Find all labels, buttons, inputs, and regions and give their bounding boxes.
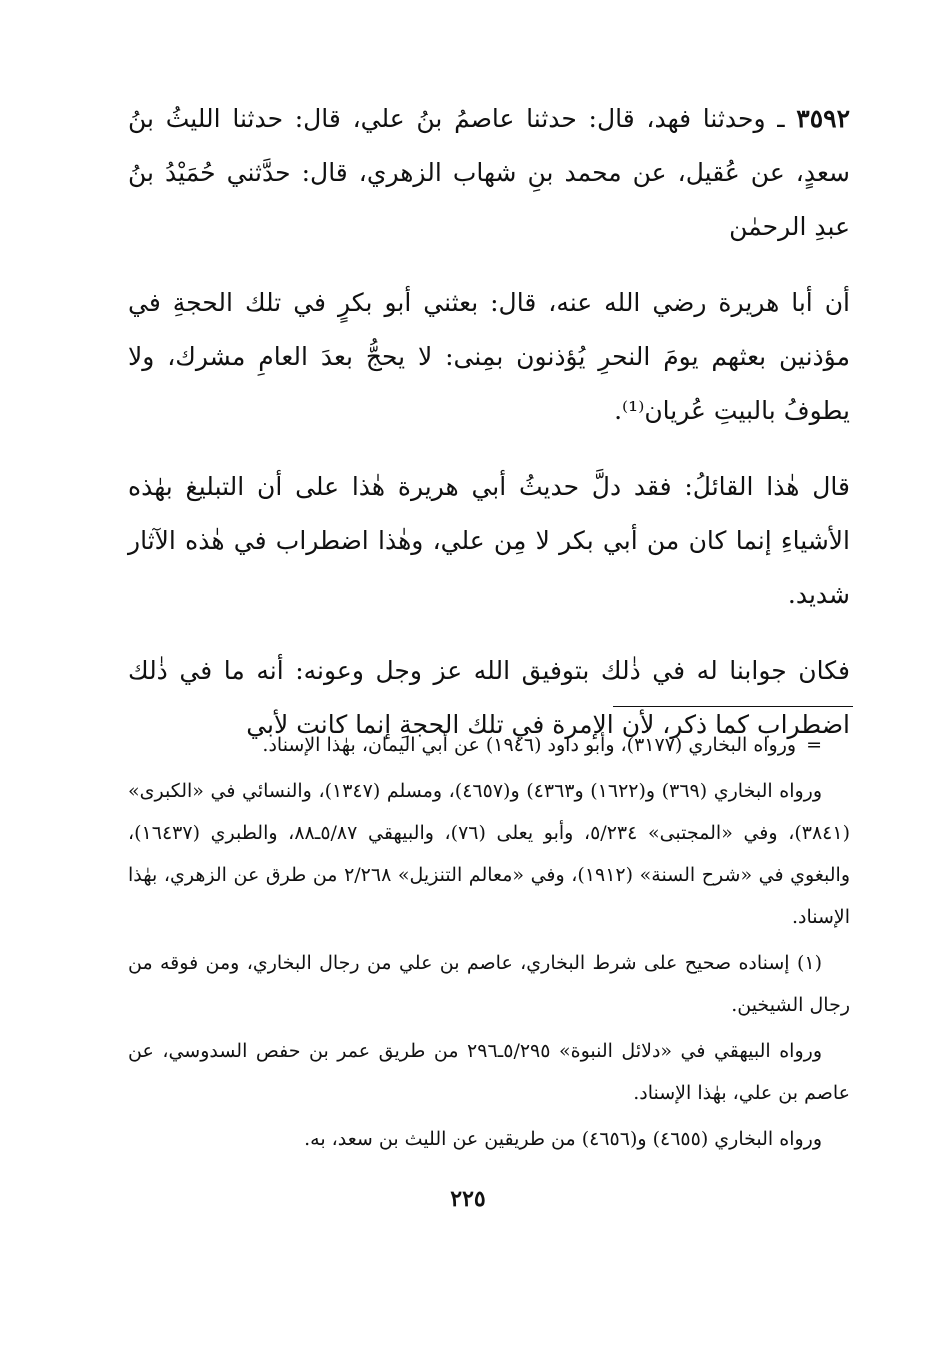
page-number: ٢٢٥ <box>450 1186 486 1212</box>
main-text <box>128 92 850 774</box>
hadith-paragraph <box>128 92 850 254</box>
footnotes <box>128 724 850 1164</box>
footnote-continuation <box>128 724 850 766</box>
footnote-paragraph: ورواه البخاري (٣٦٩) و(١٦٢٢) و٤٣٦٣) و(٤٦٥٧)، ومسلم (١٣٤٧)، والنسائي في «الكبرى» (٣٨٤١)، وفي «المجتبى» ٥/٢٣٤، وأبو يعلى (٧٦)، والبيهقي ٥/٨٧ـ٨٨، والطبري (١٦٤٣٧)، والبغوي في «شرح السنة» (١٩١٢)، وفي «معالم التنزيل» ٢/٢٦٨ من طرق عن الزهري، بهٰذا الإسناد. <box>128 780 850 928</box>
footnote-divider <box>613 706 853 707</box>
hadith-isnad-text: ـ وحدثنا فهد، قال: حدثنا عاصمُ بنُ علي، قال: حدثنا الليثُ بنُ سعدٍ، عن عُقيل، عن محمد بنِ شهاب الزهري، قال: حدَّثني حُمَيْدُ بنُ عبدِ الرحمٰن <box>128 104 850 241</box>
footnote-1: (١) إسناده صحيح على شرط البخاري، عاصم بن علي من رجال البخاري، ومن فوقه من رجال الشيخين. <box>128 952 850 1016</box>
footnote-text: ورواه البخاري (٣١٧٧)، وأبو داود (١٩٤٦) عن أبي اليمان، بهٰذا الإسناد. <box>262 734 797 756</box>
footnote-paragraph: ورواه البيهقي في «دلائل النبوة» ٥/٢٩٥ـ٢٩٦ من طريق عمر بن حفص السدوسي، عن عاصم بن علي، بهٰذا الإسناد. <box>128 1040 850 1104</box>
footnote-paragraph: ورواه البخاري (٤٦٥٥) و(٤٦٥٦) من طريقين عن الليث بن سعد، به. <box>304 1128 822 1150</box>
continuation-mark: = <box>806 734 822 756</box>
hadith-matn-paragraph: أن أبا هريرة رضي الله عنه، قال: بعثني أبو بكرٍ في تلك الحجةِ في مؤذنين بعثهم يومَ النحرِ يُؤذنون بمِنى: لا يحجُّ بعدَ العامِ مشرك، ولا يطوفُ بالبيتِ عُريان⁽¹⁾. <box>128 288 850 425</box>
hadith-number: ٣٥٩٢ <box>796 104 850 133</box>
objection-paragraph: قال هٰذا القائلُ: فقد دلَّ حديثُ أبي هريرة هٰذا على أن التبليغ بهٰذه الأشياءِ إنما كان من أبي بكر لا مِن علي، وهٰذا اضطراب في هٰذه الآثار شديد. <box>128 472 850 609</box>
answer-paragraph: فكان جوابنا له في ذٰلك بتوفيق الله عز وجل وعونه: أنه ما في ذٰلك اضطراب كما ذكر، لأن الإمرة في تلك الحجةِ إنما كانت لأبي <box>128 656 850 739</box>
